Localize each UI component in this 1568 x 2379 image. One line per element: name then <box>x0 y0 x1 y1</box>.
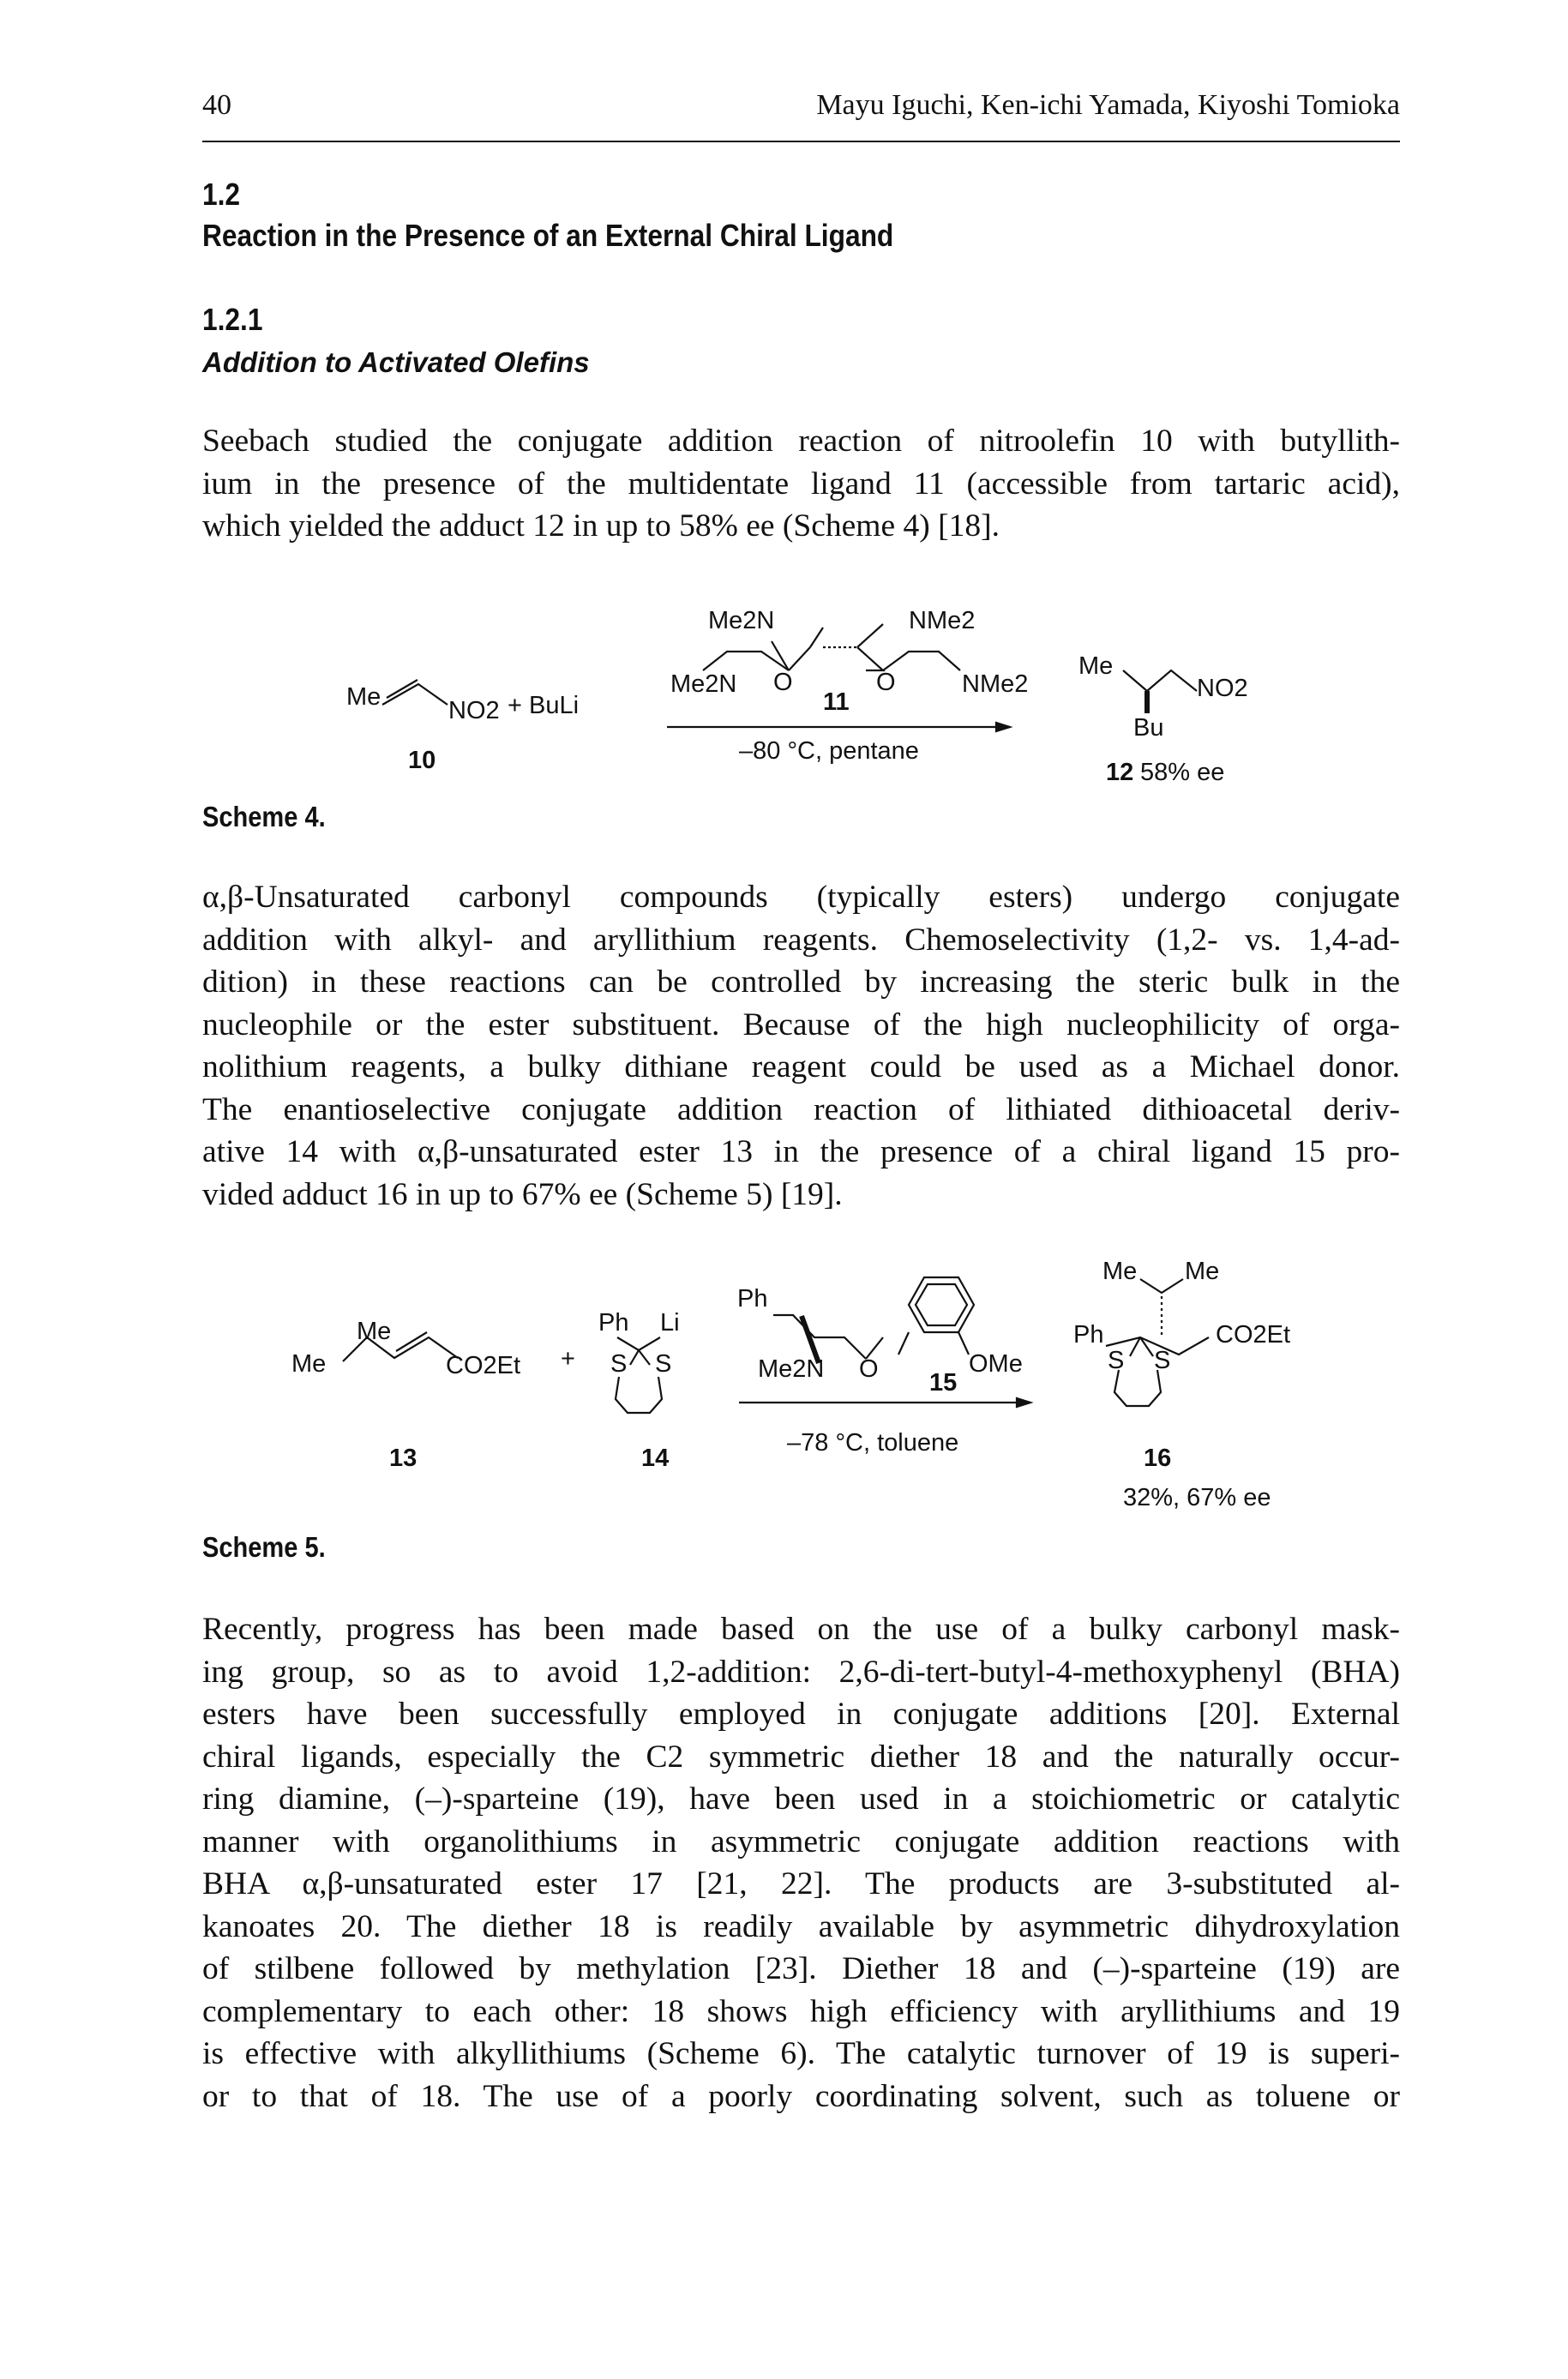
paragraph-line: nolithium reagents, a bulky dithiane reagent could be used as a Michael donor. <box>202 1049 1400 1084</box>
scheme4-o-right: O <box>876 669 896 696</box>
scheme5-s-right-14: S <box>655 1350 672 1378</box>
paragraph-line: kanoates 20. The diether 18 is readily available by asymmetric dihydroxylation <box>202 1908 1400 1944</box>
scheme5-o-15: O <box>859 1355 879 1383</box>
scheme5-arrowhead <box>1017 1398 1030 1407</box>
scheme4-product-ee: 58% ee <box>1140 759 1225 786</box>
paragraph-line: α,β-Unsaturated carbonyl compounds (typically esters) undergo conjugate <box>202 880 1400 915</box>
scheme5-benzene-inner <box>916 1284 967 1325</box>
paragraph-line: Seebach studied the conjugate addition reaction of nitroolefin 10 with butyllith- <box>202 424 1400 459</box>
paragraph-line: The enantioselective conjugate addition reaction of lithiated dithioacetal deriv- <box>202 1091 1400 1127</box>
scheme4-bu-product: Bu <box>1133 714 1164 742</box>
paragraph-line: ing group, so as to avoid 1,2-addition: 2,6-di-tert-butyl-4-methoxyphenyl (BHA) <box>202 1654 1400 1690</box>
page-number: 40 <box>202 89 231 121</box>
scheme5-bond <box>958 1332 969 1355</box>
scheme5-ph-16: Ph <box>1073 1321 1104 1349</box>
scheme4-no2-label: NO2 <box>448 697 500 724</box>
scheme5-bond <box>1140 1279 1183 1293</box>
scheme5-plus: + <box>561 1345 575 1373</box>
subsection-number: 1.2.1 <box>202 302 263 337</box>
scheme4-buli-label: + BuLi <box>508 692 580 719</box>
scheme4-me2n-top: Me2N <box>708 607 775 634</box>
paragraph-line: manner with organolithiums in asymmetric conjugate addition reactions with <box>202 1823 1400 1859</box>
section-number: 1.2 <box>202 177 241 212</box>
scheme5-bond <box>617 1337 660 1350</box>
scheme5-co2et-16: CO2Et <box>1216 1321 1291 1349</box>
scheme5-bond <box>639 1350 650 1365</box>
paragraph-line: which yielded the adduct 12 in up to 58% ee (Scheme 4) [18]. <box>202 508 1000 544</box>
scheme5-me-16-right: Me <box>1185 1258 1220 1285</box>
scheme5-bond <box>630 1350 639 1365</box>
running-header-authors: Mayu Iguchi, Ken-ichi Yamada, Kiyoshi Tomioka <box>816 89 1400 121</box>
paragraph-line: ium in the presence of the multidentate ligand 11 (accessible from tartaric acid), <box>202 466 1400 502</box>
scheme5-me-left: Me <box>291 1350 327 1378</box>
paragraph-line: esters have been successfully employed in conjugate additions [20]. External <box>202 1697 1400 1732</box>
scheme5-me-16-left: Me <box>1102 1258 1138 1285</box>
scheme5-compound-16: 16 <box>1144 1445 1172 1472</box>
subsection-title: Addition to Activated Olefins <box>202 346 590 378</box>
scheme5-s-left-16: S <box>1108 1347 1125 1374</box>
scheme4-product-12: 12 <box>1106 759 1134 786</box>
scheme5-me-top: Me <box>357 1318 392 1345</box>
scheme4-conditions: –80 °C, pentane <box>739 737 919 765</box>
scheme5-s-right-16: S <box>1154 1347 1171 1374</box>
scheme4-me-label: Me <box>346 683 381 711</box>
paragraph-line: ring diamine, (–)-sparteine (19), have been used in a stoichiometric or catalytic <box>202 1781 1400 1817</box>
scheme4-nme2-right: NMe2 <box>962 670 1029 698</box>
scheme5-li-14: Li <box>660 1309 680 1337</box>
paragraph-line: or to that of 18. The use of a poorly coordinating solvent, such as toluene or <box>202 2078 1400 2114</box>
paragraph-line: of stilbene followed by methylation [23]. Diether 18 and (–)-sparteine (19) are <box>202 1951 1400 1986</box>
scheme-5-label: Scheme 5. <box>202 1531 326 1563</box>
scheme5-benzene <box>909 1277 974 1332</box>
paragraph-line: nucleophile or the ester substituent. Because of the high nucleophilicity of orga- <box>202 1006 1400 1042</box>
scheme5-s-left-14: S <box>610 1350 628 1378</box>
scheme5-ph-14: Ph <box>598 1309 629 1337</box>
paragraph-line: complementary to each other: 18 shows high efficiency with aryllithiums and 19 <box>202 1993 1400 2029</box>
scheme5-ligand-15: 15 <box>929 1369 958 1397</box>
scheme5-compound-13: 13 <box>389 1445 418 1472</box>
paragraph-line: chiral ligands, especially the C2 symmetric diether 18 and the naturally occur- <box>202 1739 1400 1775</box>
scheme5-product-yield: 32%, 67% ee <box>1123 1484 1271 1511</box>
paragraph-line: addition with alkyl- and aryllithium reagents. Chemoselectivity (1,2- vs. 1,4-ad- <box>202 922 1400 958</box>
paragraph-line: BHA α,β-unsaturated ester 17 [21, 22]. The products are 3-substituted al- <box>202 1866 1400 1901</box>
scheme5-co2et-13: CO2Et <box>446 1352 521 1379</box>
scheme5-conditions: –78 °C, toluene <box>787 1429 959 1457</box>
scheme5-ph-15: Ph <box>737 1285 768 1313</box>
scheme4-no2-product: NO2 <box>1197 675 1248 702</box>
scheme5-ring <box>1114 1370 1161 1406</box>
scheme4-me2n-left: Me2N <box>670 670 737 698</box>
paragraph-line: vided adduct 16 in up to 67% ee (Scheme 5) [19]. <box>202 1176 843 1212</box>
paragraph-line: is effective with alkyllithiums (Scheme 6). The catalytic turnover of 19 is superi- <box>202 2036 1400 2071</box>
paragraph-line: Recently, progress has been made based on the use of a bulky carbonyl mask- <box>202 1612 1400 1647</box>
scheme4-compound-10: 10 <box>408 747 436 774</box>
paragraph-3 <box>202 1608 1400 2118</box>
scheme4-me-product: Me <box>1078 652 1114 680</box>
scheme5-bond <box>773 1315 866 1359</box>
section-title: Reaction in the Presence of an External Chiral Ligand <box>202 218 894 253</box>
scheme4-ligand-11: 11 <box>823 688 850 716</box>
scheme5-ring <box>616 1377 662 1413</box>
scheme5-ome-15: OMe <box>969 1350 1023 1378</box>
scheme4-nme2-top: NMe2 <box>909 607 976 634</box>
scheme5-me2n-15: Me2N <box>758 1355 825 1383</box>
scheme-4-label: Scheme 4. <box>202 801 326 832</box>
paragraph-line: dition) in these reactions can be controlled by increasing the steric bulk in the <box>202 964 1400 1000</box>
scheme4-o-left: O <box>773 669 793 696</box>
scheme5-compound-14: 14 <box>641 1445 670 1472</box>
paragraph-line: ative 14 with α,β-unsaturated ester 13 in the presence of a chiral ligand 15 pro- <box>202 1134 1400 1169</box>
scheme5-bond <box>898 1332 909 1355</box>
